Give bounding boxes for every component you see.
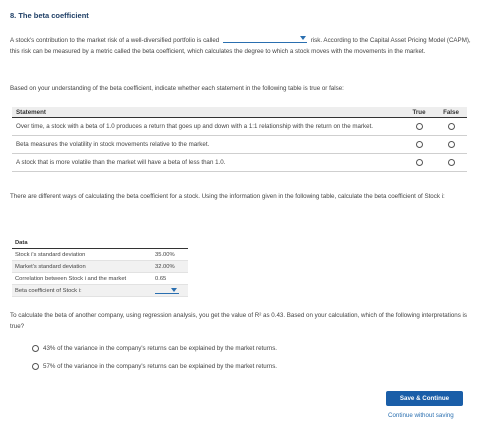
data-label: Market's standard deviation (12, 261, 152, 273)
calc-prompt: There are different ways of calculating the beta coefficient for a stock. Using the information given in the following table, calculate the beta coefficient of Stock i: (10, 193, 445, 200)
option-43[interactable] (32, 345, 277, 352)
table-row (12, 261, 188, 273)
header-statement: Statement (12, 107, 403, 118)
true-radio[interactable] (416, 123, 423, 130)
regression-prompt: To calculate the beta of another company, using regression analysis, you get the value of R² as 0.43. Based on your calculation, which of the following interpretations is true? (10, 312, 467, 330)
table-row (12, 136, 467, 154)
table-row (12, 273, 188, 285)
statement-text: Beta measures the volatility in stock movements relative to the market. (12, 136, 403, 154)
continue-without-saving-link[interactable]: Continue without saving (388, 412, 454, 419)
chevron-down-icon (171, 288, 177, 292)
table-row (12, 154, 467, 172)
option-radio[interactable] (32, 345, 39, 352)
table-row (12, 118, 467, 136)
false-radio[interactable] (448, 123, 455, 130)
true-radio[interactable] (416, 159, 423, 166)
data-label: Stock i's standard deviation (12, 249, 152, 261)
data-value: 35.00% (152, 249, 188, 261)
save-continue-button[interactable]: Save & Continue (386, 391, 463, 406)
statement-table (12, 107, 467, 172)
section-title: 8. The beta coefficient (10, 11, 89, 20)
header-false: False (435, 107, 467, 118)
option-radio[interactable] (32, 363, 39, 370)
option-text: 43% of the variance in the company's returns can be explained by the market returns. (43, 345, 278, 353)
chevron-down-icon (300, 36, 306, 40)
option-text: 57% of the variance in the company's returns can be explained by the market returns. (43, 363, 278, 371)
false-radio[interactable] (448, 159, 455, 166)
option-57[interactable] (32, 363, 277, 370)
table-row (12, 249, 188, 261)
intro-paragraph (10, 34, 480, 57)
data-value: 32.00% (152, 261, 188, 273)
risk-type-dropdown[interactable] (223, 34, 307, 43)
true-radio[interactable] (416, 141, 423, 148)
data-table (12, 238, 188, 297)
header-true: True (403, 107, 435, 118)
false-radio[interactable] (448, 141, 455, 148)
statement-text: Over time, a stock with a beta of 1.0 produces a return that goes up and down with a 1:1 relationship with the return on the market. (12, 118, 403, 136)
data-header: Data (12, 238, 188, 249)
data-value: 0.65 (152, 273, 188, 285)
beta-dropdown[interactable] (155, 286, 179, 294)
statement-text: A stock that is more volatile than the market will have a beta of less than 1.0. (12, 154, 403, 172)
data-label: Correlation between Stock i and the market (12, 273, 152, 285)
true-false-prompt: Based on your understanding of the beta coefficient, indicate whether each statement in the following table is true or false: (10, 85, 344, 92)
data-label: Beta coefficient of Stock i: (12, 285, 152, 297)
intro-text-before: A stock's contribution to the market risk of a well-diversified portfolio is called (10, 37, 220, 44)
table-row (12, 285, 188, 297)
intro-text-after: risk. According to the Capital Asset Pricing Model (CAPM), this risk can be measured by a metric called the beta coefficient, which calculates the degree to which a stock moves with the movements in the market. (10, 37, 471, 55)
